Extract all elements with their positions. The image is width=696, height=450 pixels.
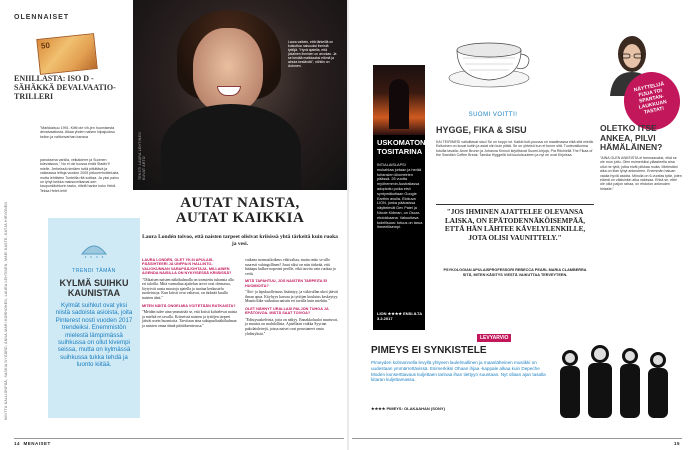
shower-icon <box>78 236 110 258</box>
tositarina-heading: USKOMATON TOSITARINA <box>377 138 426 156</box>
eniillasta-lead: "Markkaisuu 1991. Kiitti ole vih-jen huomisesta devalvaatiosta. Alkaa yhden naisen kilpajuoksu kellon ja valtionvarhan kanssa <box>40 126 115 139</box>
footer-rule <box>14 438 344 439</box>
main-col2: vaikeaa normaalioikeus väkivaltaa, mutta onko se sille suuresti vahingollinen? Juuri siksi on niin tärkeää, että hätäapu kulkee nopeasti perille, eikä tarvita vain ruokaa ja vettä. MITÄ TAPAHTUU, JOS NAISTEN TARPEITA EI HUOMIOITA? "Äiti- ja lapskuolleisuus lisääntyy, ja väkivallan uhrit jäävät ilman apua. Köyhyys kasvaa ja tyttöjen koulutus keskeytyy. Muuttoliike vaikuttaa naisiin eri tavalla kuin miehiin." OLET NÄHNYT URALLASI PALJON TUHOA JA EPÄTOIVOA. MISTÄ SAAT TOIVOA? "Edistysaskeleista, joita on näkyy. Ennakkoluulot murtuvat, ja muutos on mahdollista. Ajatellaan vaikka Syyrian pakolaisleirejä, joissa naiset ovat perustaneet omia yhdistyksiä." <box>245 258 339 336</box>
trend-headline: KYLMÄ SUIHKU KAUNISTAA <box>59 278 129 298</box>
quote-rule-top <box>436 204 594 205</box>
hero-photo <box>133 0 349 190</box>
page-number-left: 14 MENAISET <box>14 441 51 446</box>
tositarina-box <box>373 135 425 330</box>
gutter <box>347 0 349 450</box>
main-headline: AUTAT NAISTA, AUTAT KAIKKIA <box>175 195 305 226</box>
quote-credit: PSYKOLOGIAN APULAISPROFESSORI REBECCA PEARL MARIA CLAMBERRA SITÄ, MITEN KÄSITYS VIESTÄ VAIKUTTAA TERVEYTEEN. <box>443 268 587 277</box>
suomi-voitti-label: SUOMI VOITTI! <box>468 112 518 118</box>
hygge-body: KAI TEIRINESI valloittavat sisu! Se on koppi rut. Kaikki koti-puussa on maailmassa eikä sitä mieltä. Esikoinen on kuvat kotiin ja asiat niin kuin pitää. Se on yhteisö kun ei tunne sitä. Tuotevalikoima tutuilla tavalla: Anne Bronin ja Johanna Kinnuli kirjoittavat Suomi-kirjoja, Pia Ritchiellä The Fikaa of the Swedish Coffee Break. Tanska Hyggellä tuli kuuluisuuteen ja nyt ne ovat Kirjoissa. <box>436 140 594 158</box>
annoyed-body: "AINA OLEN ANKEISTA ei teemaavaksi, eikä se ole mun juttu. Olen esimerkiksi yläasteella aina ollut ne tytöt, jotka eivät pilkkaa muita. Mielestäni aika on liian lyhyt ankeuteen. Enemmän haluan vaalia hyviä asioita. Minulla on 6-vuotias tytär, joten elämä on väkisinkin aika valoisaa. Ehkä se, ettei ole ollut paljon rahaa, on ehdoton ankeuden hidaste." <box>600 156 682 191</box>
trend-body: Kylmät suihkut ovat yksi niistä sadoista asioista, joita Pinterest nosti vuoden 2017 trendeiksi. Enemmistön mielestä lämpimässä suihkussa on ollut kivempi seissa, mutta on kylmässä suihkussa tukka tehdä ja luonto kiitää. <box>55 302 133 369</box>
page-number-right: 15 <box>674 441 681 446</box>
pimeys-heading: PIMEYS EI SYNKISTELE <box>371 345 487 356</box>
pimeys-body: Pimeyden kolmannella levyllä yhtyeen laulelmallinen ja maanläheinen musiikki on uudestaan ymmärrettävissä. Esimerkiksi Ohaan ihjaa -kappale alkaa kuin Depeche Moden konserttiavaus kuljettaen tarinaa ihan tiettyyn suuntaan. Nyt ollaan ajan tasalla kitaran kuljettamassa. <box>371 360 546 383</box>
section-header: OLENNAISET <box>14 14 70 21</box>
sticker-badge: NÄYTTELIJÄ FIJUA TOI SPARTAN-LAUKKUAN TASTAT! <box>619 67 686 135</box>
main-col1: LAURA LONDÉN, OLET YK:N APULAIS-PÄÄSIHTEERI JA UNFPA:N HALLINTO-VALIOKUNNAN VARAPÄÄJOHTAJA. MILLAINEN AGENDA NAISILLA ON NYKYISESSÄ KRIISISSÄ? "Olikaisen naisten näkökulmalla on toteutettu tuhansia alla eri taloilla. Mitä varmaltaa ajattelun arvot ovat olemassa, löytyivät uusia muotoja ajatella ja tuottaa keskustelu tuotteistoja. Kun kriisit ovat valtavat, on tärkeää kuulla naisten ääni." MITEN NÄITÄ ONGELMIA VOITETÄÄN RATKAISTA? "Meidän tulee aina ymmärtää se, että kriisit kohtelevat naisia ja miehiä eri tavalla. Kriiseissä naisten ja tyttöjen tarpeet jäävät usein huomiotta. Tarvitaan aina sukupuolinäkökulmaa ja naisten omaa ääntä päätöksenteossa." <box>142 258 238 328</box>
photo-caption: Laura vaikein, että tärkeillä on kutsuttua naisuuksi ihmistä tyttöjä. "Hyvä ajatella, että jokainen ihminen on arvokas. Ja se kestää maikkaaksi elämä ja ainuta kestävää", nöhtiin on Antonen. <box>288 40 337 68</box>
photo-credit: TEKSTI LAURA LEHTINEN KUVAT ARTO <box>138 132 146 180</box>
tositarina-body: INTIALAISLAPSI mukahtaa jurtaan ja herää tuhansien kilometrien päässä. 25 vuotta myöhemmin Australiassa adoptoitu poika etsii syntymäkotiaan Google Earthin avulla. Elokuva LION, jonka pääosissa näyttelevät Dev Patel ja Nicole Kidman, on Oscar-ehdokkaana. Vakuuttava todellisuus: totuus on tarua ihmeellisempi. <box>377 163 423 230</box>
banknote-image: 50 <box>36 33 97 75</box>
eniillasta-heading: ENIILLASTA: ISO D - SÄHÄKKÄ DEVALVAATIO-TRILLERI <box>14 74 116 101</box>
coffee-cup-illustration <box>443 34 535 90</box>
band-photo <box>550 338 680 418</box>
hygge-heading: HYGGE, FIKA & SISU <box>436 125 527 135</box>
levyarvio-tag: LEVYARVIO <box>477 334 511 342</box>
tositarina-footer: LION ★★★★ ENSI-ILTA 3.2.2017 <box>377 311 422 321</box>
trend-label: TRENDI TÄMÄN <box>72 268 116 274</box>
annoyed-heading: OLETKO ITSE ANKEA, PILVI HÄMÄLÄINEN? <box>600 123 663 152</box>
eniillasta-body: panoksena varkila, velkakierre ja Suomen tulevaisuus." No ei ole tuossa enää Stadin't! mielle. Jerkeissä nimiäen tuttä pitkittävä ja vaikeassa leffoja vuoden 2005 pitkoverhoittelusta, mutta lehtiisten Tunteilla ritä soittaa. Ja yksi paino on lyhyt keikka maksuvelkamai-sen kaupunkitohtorin tasku, riitelä hanke koko Heidi. Teksa Hetet-lehti <box>40 158 120 193</box>
spine-credits: MINTTU KALLIONPÄÄ, SASKIA NYGÅRD, ANNA-MARI KORHONEN, LAURA LEHTINEN, MARI KASTE, KATJA HIRVONEN <box>4 201 8 420</box>
pimeys-footer: ★★★★ PIMEYS: OLAKAAHAN (SONY) <box>371 406 445 411</box>
concert-photo <box>373 65 425 135</box>
trend-box <box>48 218 140 418</box>
main-deck: Laura Londén toivoo, että naisten tarpeet olisivat kriisissä yhtä tärkeitä kuin ruoka ja vesi. <box>142 234 338 247</box>
footer-rule-right <box>352 438 682 439</box>
pull-quote: "JOS IHMINEN AJATTELEE OLEVANSA LAISKA, ON EPÄTODENNÄKÖISEMPÄÄ, ETTÄ HÄN LÄHTEE KÄVELYLENKILLE, JOTA OLISI VAUNITTELY." <box>444 208 586 242</box>
